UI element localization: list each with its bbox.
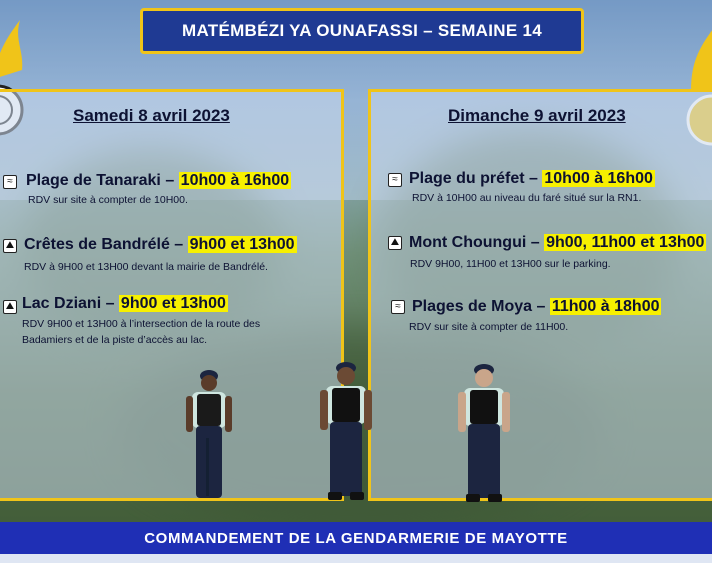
- hiking-icon: ⛰: [3, 239, 17, 253]
- officer-figure: [182, 368, 236, 508]
- event-place: Crêtes de Bandrélé –: [24, 236, 188, 253]
- event-place: Lac Dziani –: [22, 295, 119, 312]
- event-note: Badamiers et de la piste d’accès au lac.: [22, 334, 208, 346]
- event-place: Plage du préfet –: [409, 170, 543, 187]
- schedule-panel-sunday: [368, 89, 712, 501]
- event-note: RDV 9H00 et 13H00 à l’intersection de la route des: [22, 318, 261, 330]
- hiking-icon: ⛰: [3, 300, 17, 314]
- officer-figure: [456, 362, 512, 507]
- event-title: [26, 172, 291, 190]
- event-place: Plage de Tanaraki –: [26, 172, 179, 189]
- swim-icon: ≈: [3, 175, 17, 189]
- event-note: RDV à 10H00 au niveau du faré situé sur la RN1.: [412, 192, 642, 204]
- event-note: RDV sur site à compter de 10H00.: [28, 194, 188, 206]
- swim-icon: ≈: [388, 173, 402, 187]
- event-title: [409, 170, 655, 188]
- event-note: RDV à 9H00 et 13H00 devant la mairie de Bandrélé.: [24, 261, 268, 273]
- event-title: [22, 295, 228, 313]
- day-heading-saturday: Samedi 8 avril 2023: [73, 106, 230, 125]
- event-title: [412, 298, 661, 316]
- event-place: Plages de Moya –: [412, 298, 550, 315]
- event-note: RDV sur site à compter de 11H00.: [409, 321, 569, 333]
- hiking-icon: ⛰: [388, 236, 402, 250]
- event-hours: 9h00, 11h00 et 13h00: [546, 234, 705, 251]
- event-title: [409, 234, 706, 252]
- event-place: Mont Choungui –: [409, 234, 545, 251]
- event-note: RDV 9H00, 11H00 et 13H00 sur le parking.: [410, 258, 611, 270]
- officer-figure: [318, 360, 374, 505]
- day-heading-sunday: Dimanche 9 avril 2023: [448, 106, 626, 125]
- footer-banner: COMMANDEMENT DE LA GENDARMERIE DE MAYOTTE: [0, 522, 712, 554]
- event-hours: 10h00 à 16h00: [544, 170, 653, 187]
- event-hours: 9h00 et 13h00: [120, 295, 226, 312]
- event-hours: 11h00 à 18h00: [551, 298, 660, 315]
- event-title: [24, 236, 297, 254]
- event-hours: 10h00 à 16h00: [180, 172, 290, 189]
- swim-icon: ≈: [391, 300, 405, 314]
- page-title: MATÉMBÉZI YA OUNAFASSI – SEMAINE 14: [140, 8, 584, 54]
- footer-strip: [0, 554, 712, 563]
- event-hours: 9h00 et 13h00: [189, 236, 295, 253]
